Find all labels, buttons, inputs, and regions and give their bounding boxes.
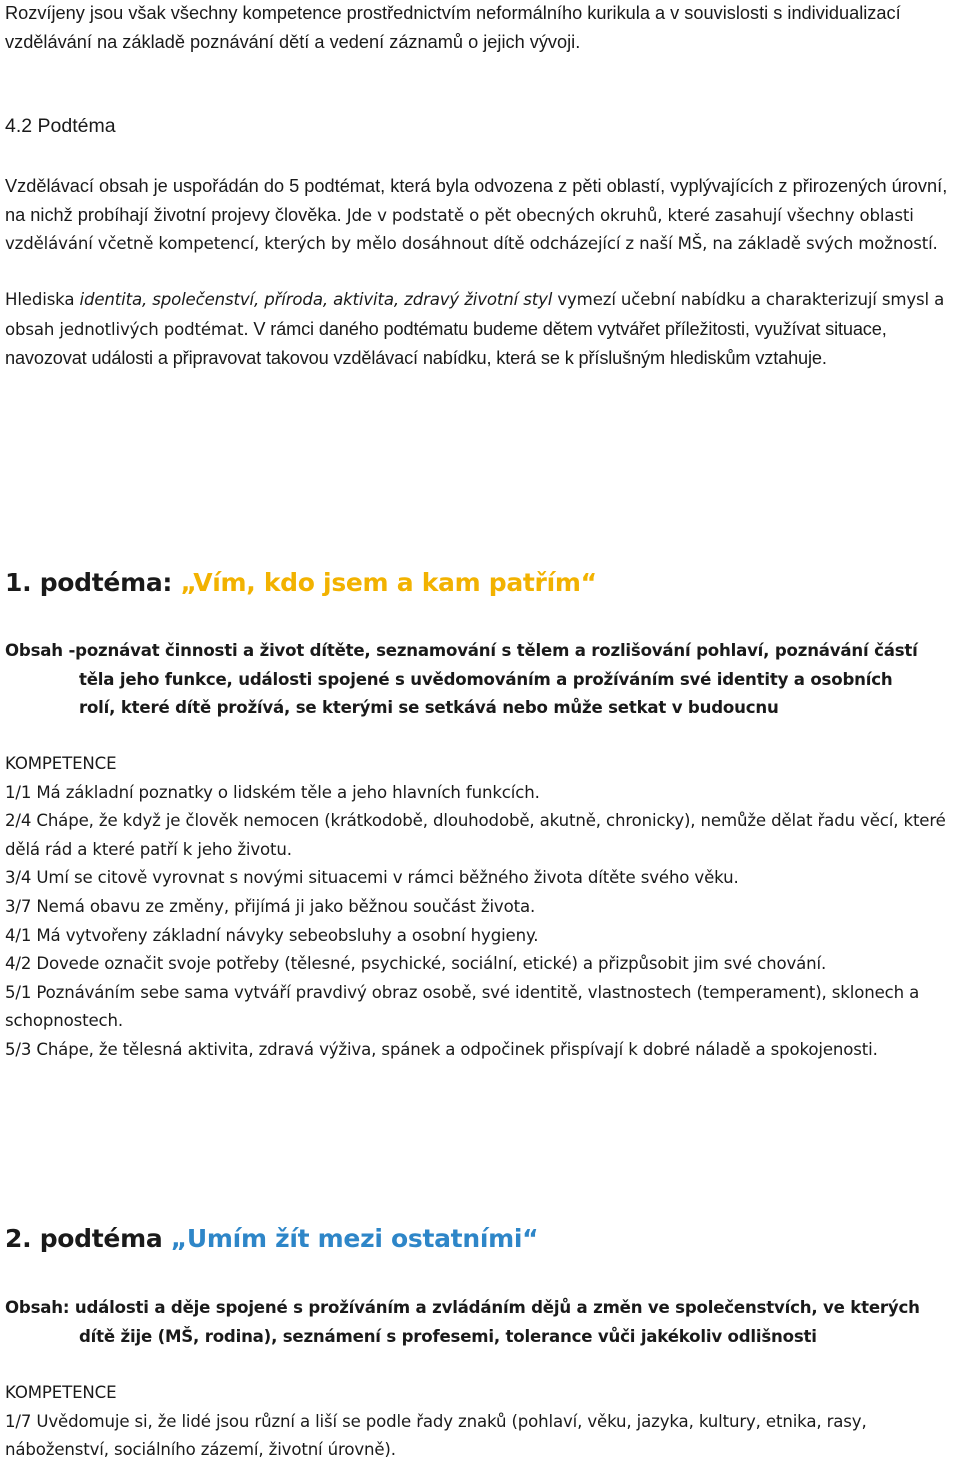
subtopic-1-kompetence: [5, 750, 960, 1065]
section-p1-arial: Vzdělávací obsah je uspořádán do 5 podtémat, která byla odvozena z pěti oblastí, vyplývajících z přirozených úrovní, na nichž probíhají životní projevy člověka.: [5, 176, 948, 225]
kompetence-item: 4/1 Má vytvořeny základní návyky sebeobsluhy a osobní hygieny.: [5, 925, 539, 945]
section-paragraph-2: [5, 286, 960, 374]
kompetence-item: 1/1 Má základní poznatky o lidském těle a jeho hlavních funkcích.: [5, 782, 540, 802]
obsah-2-line-2: dítě žije (MŠ, rodina), seznámení s profesemi, tolerance vůči jakékoliv odlišnosti: [79, 1326, 817, 1346]
p2-start: Hlediska: [5, 290, 80, 309]
kompetence-item: 1/7 Uvědomuje si, že lidé jsou různí a liší se podle řady znaků (pohlaví, věku, jazyka, kultury, etnika, rasy, náboženství, sociálního zázemí, životní úrovně).: [5, 1411, 867, 1460]
subtopic-1-quote: „Vím, kdo jsem a kam patřím“: [180, 568, 597, 597]
obsah-1-line-1: Obsah -poznávat činnosti a život dítěte, seznamování s tělem a rozlišování pohlaví, poznávání částí: [5, 641, 918, 660]
kompetence-item: 4/2 Dovede označit svoje potřeby (tělesné, psychické, sociální, etické) a přizpůsobit jim své chování.: [5, 954, 827, 974]
intro-paragraph: Rozvíjeny jsou však všechny kompetence prostřednictvím neformálního kurikula a v souvislosti s individualizací vzdělávání na základě poznávání dětí a vedení záznamů o jejich vývoji.: [5, 3, 901, 52]
obsah-1-line-3: rolí, které dítě prožívá, se kterými se setkává nebo může setkat v budoucnu: [79, 698, 779, 718]
section-paragraph-1: [5, 172, 960, 259]
kompetence-item: 2/4 Chápe, že když je člověk nemocen (krátkodobě, dlouhodobě, akutně, chronicky), nemůže dělat řadu věcí, které dělá rád a které patří k jeho životu.: [5, 811, 946, 859]
subtopic-1-title: [5, 566, 960, 600]
subtopic-2-quote: „Umím žít mezi ostatními“: [170, 1224, 539, 1253]
section-p1-calibri: Jde v podstatě o pět obecných okruhů, které zasahují všechny oblasti vzdělávání včetně kompetencí, kterých by mělo dosáhnout dítě odcházející z naší MŠ, na základě svých možností.: [5, 205, 938, 254]
kompetence-item: 5/3 Chápe, že tělesná aktivita, zdravá výživa, spánek a odpočinek přispívají k dobré náladě a spokojenosti.: [5, 1039, 878, 1059]
p2-end: vymezí učební nabídku a charakterizují smysl a obsah jednotlivých podtémat.: [5, 290, 945, 339]
p2-arial: V rámci daného podtématu budeme dětem vytvářet příležitosti, využívat situace, navozovat události a připravovat takovou vzdělávací nabídku, která se k příslušným hlediskům vztahuje.: [5, 318, 887, 369]
subtopic-1-prefix: 1. podtéma:: [5, 568, 181, 597]
subtopic-1-obsah: [5, 637, 960, 723]
subtopic-2-prefix: 2. podtéma: [5, 1224, 171, 1253]
kompetence-item: 3/7 Nemá obavu ze změny, přijímá ji jako běžnou součást života.: [5, 896, 536, 916]
kompetence-label: KOMPETENCE: [5, 1383, 117, 1402]
p2-italic: identita, společenství, příroda, aktivita, zdravý životní styl: [79, 290, 553, 309]
kompetence-item: 3/4 Umí se citově vyrovnat s novými situacemi v rámci běžného života dítěte svého věku.: [5, 868, 739, 888]
section-heading: 4.2 Podtéma: [5, 115, 116, 137]
kompetence-label: KOMPETENCE: [5, 754, 117, 773]
subtopic-2-obsah: [5, 1294, 960, 1351]
obsah-1-line-2: těla jeho funkce, události spojené s uvědomováním a prožíváním své identity a osobních: [79, 669, 893, 689]
subtopic-2-kompetence: [5, 1379, 960, 1465]
kompetence-item: 5/1 Poznáváním sebe sama vytváří pravdivý obraz osobě, své identitě, vlastnostech (temperament), sklonech a schopnostech.: [5, 982, 920, 1031]
obsah-2-line-1: Obsah: události a děje spojené s prožíváním a zvládáním dějů a změn ve společenstvích, ve kterých: [5, 1298, 920, 1317]
subtopic-2-title: [5, 1222, 960, 1256]
